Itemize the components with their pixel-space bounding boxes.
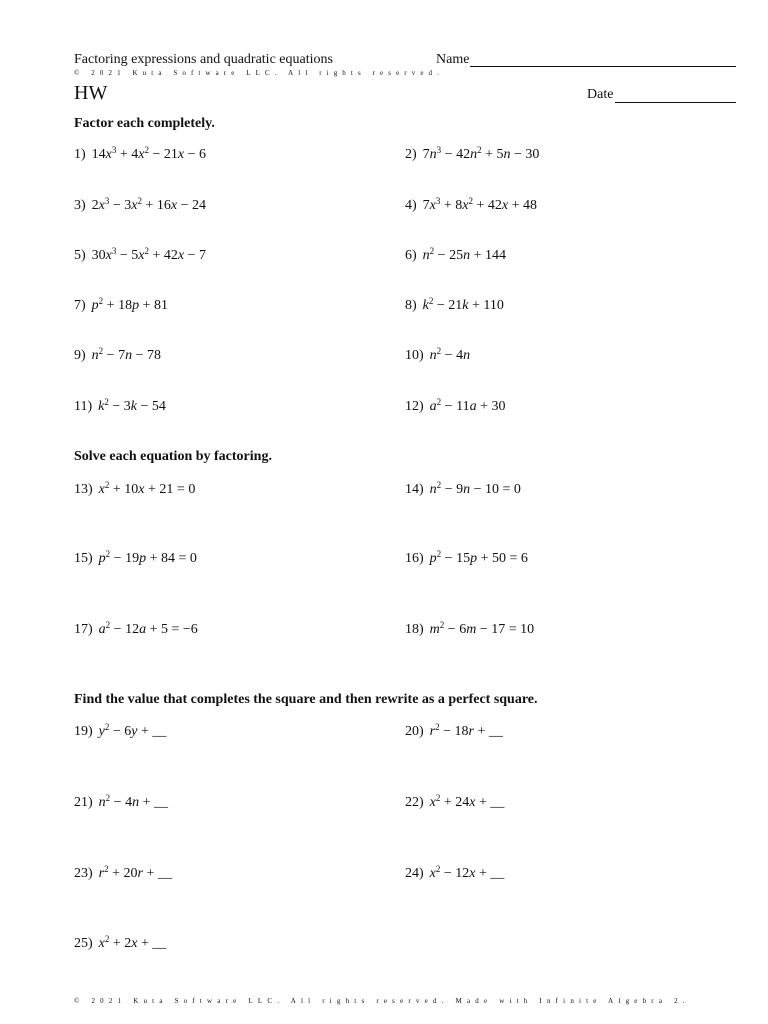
problem-20	[405, 724, 503, 740]
problem-12	[405, 399, 505, 415]
problem-23	[74, 866, 172, 882]
name-blank-line	[470, 66, 736, 67]
problem-expression: $a^2 - 11a + 30$	[429, 397, 506, 414]
problem-expression: $p^2 + 18p + 81$	[91, 296, 168, 313]
problem-number: 11)	[74, 399, 93, 414]
problem-expression: $k^2 - 21k + 110$	[422, 296, 504, 313]
problem-expression: $m^2 - 6m - 17 = 10$	[429, 620, 535, 637]
date-label: Date	[587, 87, 614, 102]
copyright-top: © 2021 Kuta Software LLC. All rights reserved.	[74, 69, 444, 77]
problem-17	[74, 622, 198, 638]
problem-number: 16)	[405, 551, 424, 566]
problem-16	[405, 551, 528, 567]
problem-expression: $n^2 - 7n - 78$	[91, 346, 161, 363]
problem-number: 9)	[74, 348, 86, 363]
problem-number: 17)	[74, 622, 93, 637]
problem-expression: $r^2 + 20r$ + __	[98, 864, 172, 881]
problem-15	[74, 551, 197, 567]
worksheet-title: Factoring expressions and quadratic equations	[74, 52, 333, 67]
problem-10	[405, 348, 470, 364]
problem-expression: $r^2 - 18r$ + __	[429, 722, 503, 739]
problem-number: 7)	[74, 298, 86, 313]
problem-expression: $x^2 + 10x + 21 = 0$	[98, 480, 196, 497]
problem-expression: $a^2 - 12a + 5 = -6$	[98, 620, 198, 637]
problem-number: 21)	[74, 795, 93, 810]
copyright-bottom: © 2021 Kuta Software LLC. All rights reserved. Made with Infinite Algebra 2.	[74, 997, 690, 1005]
problem-expression: $n^2 - 4n$ + __	[98, 793, 168, 810]
problem-expression: $30x^3 - 5x^2 + 42x - 7$	[91, 246, 207, 263]
name-label: Name	[436, 52, 470, 67]
problem-number: 1)	[74, 147, 86, 162]
problem-8	[405, 298, 504, 314]
problem-24	[405, 866, 504, 882]
problem-5	[74, 248, 206, 264]
problem-expression: $p^2 - 19p + 84 = 0$	[98, 549, 197, 566]
problem-25	[74, 936, 166, 952]
section-heading-factor: Factor each completely.	[74, 116, 215, 131]
problem-expression: $14x^3 + 4x^2 - 21x - 6$	[91, 145, 207, 162]
problem-11	[74, 399, 166, 415]
problem-number: 3)	[74, 198, 86, 213]
problem-expression: $x^2 + 24x$ + __	[429, 793, 505, 810]
problem-number: 8)	[405, 298, 417, 313]
problem-number: 15)	[74, 551, 93, 566]
problem-expression: $y^2 - 6y$ + __	[98, 722, 167, 739]
problem-3	[74, 198, 206, 214]
problem-expression: $k^2 - 3k - 54$	[98, 397, 166, 414]
problem-number: 19)	[74, 724, 93, 739]
section-heading-solve: Solve each equation by factoring.	[74, 449, 272, 464]
problem-22	[405, 795, 504, 811]
problem-number: 4)	[405, 198, 417, 213]
section-heading-complete-square: Find the value that completes the square and then rewrite as a perfect square.	[74, 692, 538, 707]
problem-number: 20)	[405, 724, 424, 739]
problem-number: 25)	[74, 936, 93, 951]
problem-21	[74, 795, 168, 811]
problem-18	[405, 622, 534, 638]
problem-number: 18)	[405, 622, 424, 637]
date-blank-line	[615, 102, 736, 103]
problem-number: 14)	[405, 482, 424, 497]
problem-6	[405, 248, 506, 264]
problem-expression: $x^2 - 12x$ + __	[429, 864, 505, 881]
problem-14	[405, 482, 521, 498]
problem-13	[74, 482, 195, 498]
problem-2	[405, 147, 539, 163]
problem-number: 10)	[405, 348, 424, 363]
problem-1	[74, 147, 206, 163]
problem-number: 6)	[405, 248, 417, 263]
problem-number: 5)	[74, 248, 86, 263]
problem-expression: $7n^3 - 42n^2 + 5n - 30$	[422, 145, 540, 162]
problem-number: 22)	[405, 795, 424, 810]
problem-19	[74, 724, 166, 740]
problem-expression: $7x^3 + 8x^2 + 42x + 48$	[422, 196, 538, 213]
problem-number: 12)	[405, 399, 424, 414]
problem-number: 13)	[74, 482, 93, 497]
problem-4	[405, 198, 537, 214]
problem-expression: $n^2 - 25n + 144$	[422, 246, 506, 263]
problem-7	[74, 298, 168, 314]
problem-number: 2)	[405, 147, 417, 162]
problem-expression: $n^2 - 9n - 10 = 0$	[429, 480, 521, 497]
problem-number: 23)	[74, 866, 93, 881]
problem-9	[74, 348, 161, 364]
problem-expression: $p^2 - 15p + 50 = 6$	[429, 549, 528, 566]
problem-expression: $2x^3 - 3x^2 + 16x - 24$	[91, 196, 207, 213]
hw-label: HW	[74, 82, 108, 104]
problem-expression: $n^2 - 4n$	[429, 346, 471, 363]
problem-number: 24)	[405, 866, 424, 881]
problem-expression: $x^2 + 2x$ + __	[98, 934, 167, 951]
